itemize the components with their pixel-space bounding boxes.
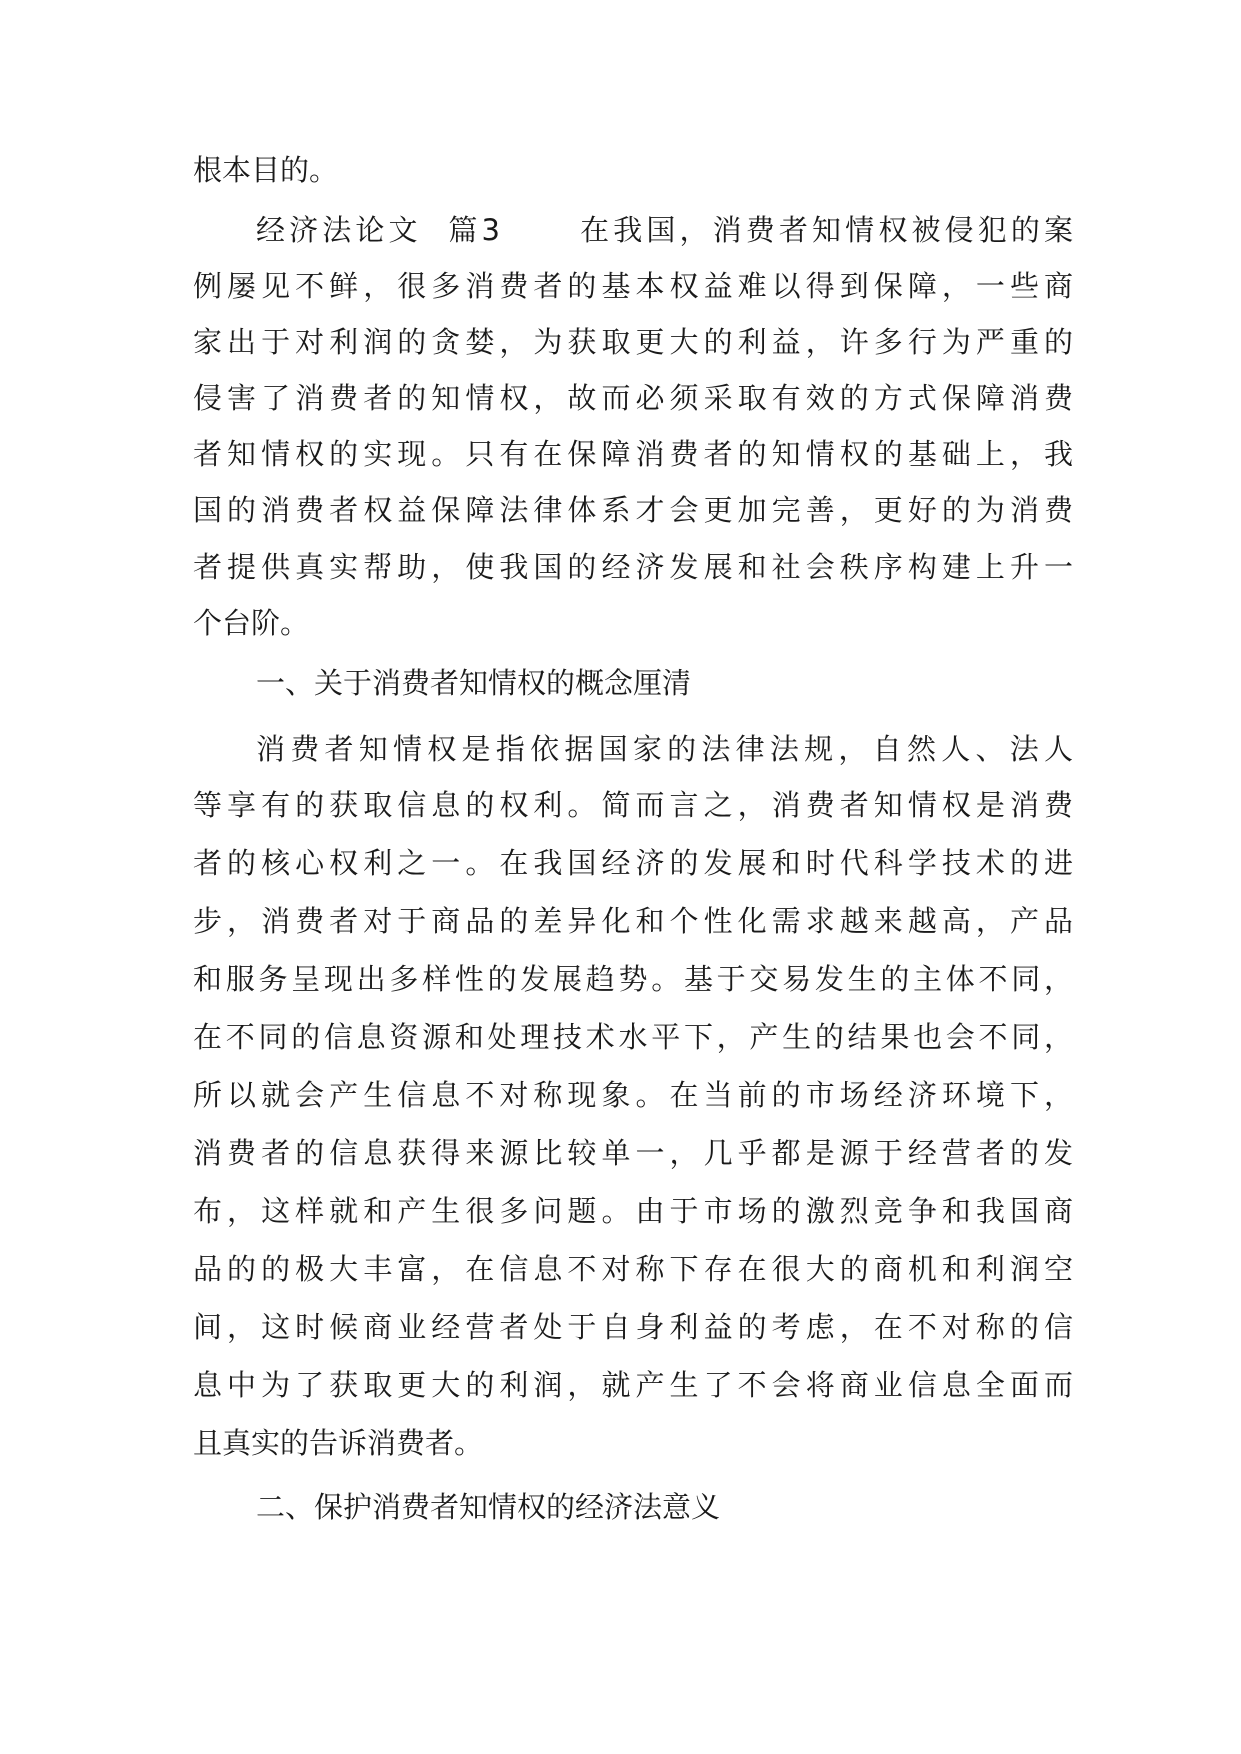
text-line: 者的核心权利之一。在我国经济的发展和时代科学技术的进	[193, 846, 1073, 880]
text-line: 个台阶。	[193, 606, 310, 640]
text-line: 等享有的获取信息的权利。简而言之，消费者知情权是消费	[193, 788, 1073, 822]
text-line: 者知情权的实现。只有在保障消费者的知情权的基础上，我	[193, 437, 1073, 471]
text-line: 步，消费者对于商品的差异化和个性化需求越来越高，产品	[193, 904, 1073, 938]
text-line: 在不同的信息资源和处理技术水平下，产生的结果也会不同，	[193, 1020, 1073, 1054]
text-line: 品的的极大丰富，在信息不对称下存在很大的商机和利润空	[193, 1252, 1073, 1286]
text-line: 侵害了消费者的知情权，故而必须采取有效的方式保障消费	[193, 381, 1073, 415]
text-line: 国的消费者权益保障法律体系才会更加完善，更好的为消费	[193, 493, 1073, 527]
text-line: 息中为了获取更大的利润，就产生了不会将商业信息全面而	[193, 1368, 1073, 1402]
text-line: 和服务呈现出多样性的发展趋势。基于交易发生的主体不同，	[193, 962, 1073, 996]
text-line: 消费者知情权是指依据国家的法律法规，自然人、法人	[256, 732, 1073, 766]
text-line: 根本目的。	[193, 153, 339, 187]
section-heading: 二、保护消费者知情权的经济法意义	[256, 1490, 721, 1524]
text-line: 布，这样就和产生很多问题。由于市场的激烈竞争和我国商	[193, 1194, 1073, 1228]
text-line: 例屡见不鲜，很多消费者的基本权益难以得到保障，一些商	[193, 269, 1073, 303]
text-line: 家出于对利润的贪婪，为获取更大的利益，许多行为严重的	[193, 325, 1073, 359]
text-line: 间，这时候商业经营者处于自身利益的考虑，在不对称的信	[193, 1310, 1073, 1344]
text-line: 者提供真实帮助，使我国的经济发展和社会秩序构建上升一	[193, 550, 1073, 584]
text-line: 消费者的信息获得来源比较单一，几乎都是源于经营者的发	[193, 1136, 1073, 1170]
text-line: 且真实的告诉消费者。	[193, 1426, 484, 1460]
text-line: 经济法论文 篇3 在我国，消费者知情权被侵犯的案	[256, 213, 1073, 247]
section-heading: 一、关于消费者知情权的概念厘清	[256, 666, 692, 700]
text-line: 所以就会产生信息不对称现象。在当前的市场经济环境下，	[193, 1078, 1073, 1112]
